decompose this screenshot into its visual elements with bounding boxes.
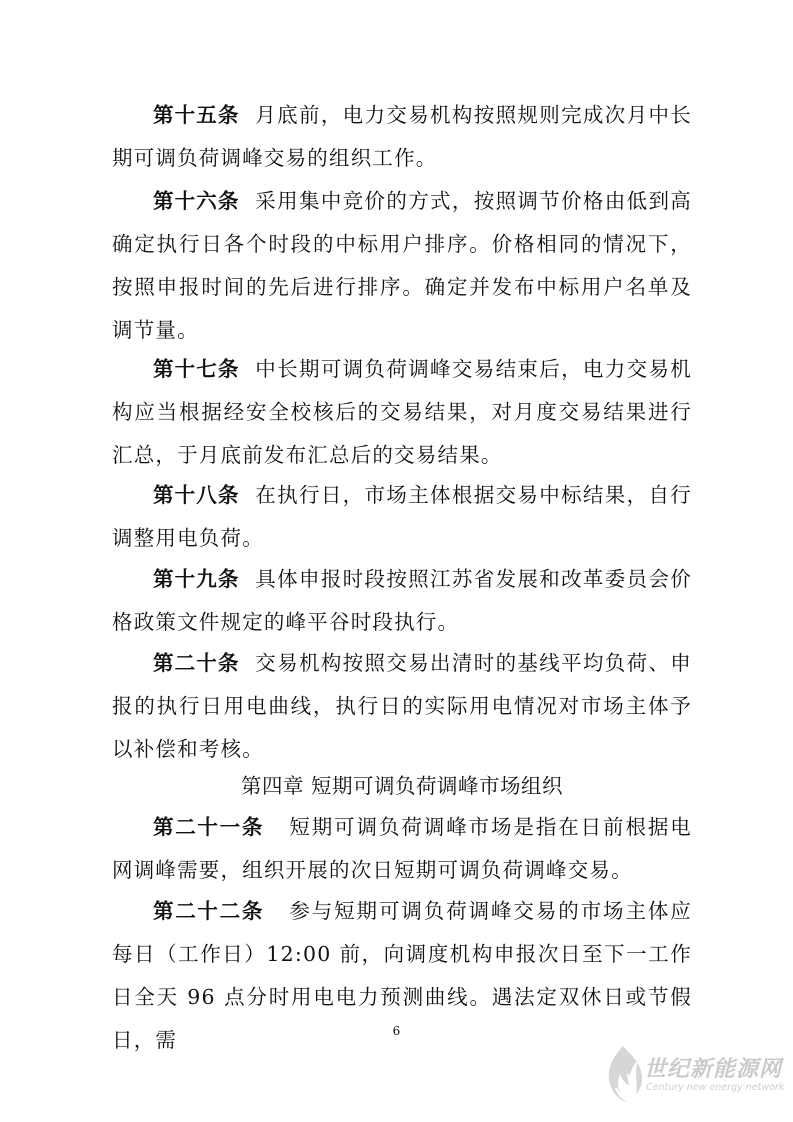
- watermark-name: 世纪新能源网: [644, 1057, 783, 1082]
- article-number: 第十六条: [153, 189, 240, 213]
- article-text: 短期可调负荷调峰市场是指在日前根据电网调峰需要，组织开展的次日短期可调负荷调峰交易。: [112, 815, 692, 882]
- article-17: [112, 348, 692, 477]
- article-number: 第十九条: [153, 567, 240, 591]
- article-number: 第十八条: [153, 483, 240, 507]
- article-text: 采用集中竞价的方式，按照调节价格由低到高确定执行日各个时段的中标用户排序。价格相同的情况下，按照申报时间的先后进行排序。确定并发布中标用户名单及调节量。: [112, 189, 693, 342]
- article-20: [112, 642, 692, 771]
- article-number: 第二十二条: [153, 899, 265, 923]
- article-19: [112, 558, 692, 644]
- article-16: [112, 180, 692, 352]
- watermark-subtitle: Century new energy network: [646, 1082, 785, 1093]
- page-number: 6: [392, 1024, 401, 1038]
- article-21: [112, 806, 692, 892]
- article-number: 第二十条: [153, 651, 240, 675]
- watermark: [596, 1040, 786, 1110]
- article-number: 第十五条: [153, 103, 240, 127]
- article-text: 在执行日，市场主体根据交易中标结果，自行调整用电负荷。: [112, 483, 693, 550]
- article-text: 交易机构按照交易出清时的基线平均负荷、申报的执行日用电曲线，执行日的实际用电情况对市场主体予以补偿和考核。: [112, 651, 693, 761]
- chapter-heading: 第四章 短期可调负荷调峰市场组织: [240, 774, 563, 798]
- article-text: 具体申报时段按照江苏省发展和改革委员会价格政策文件规定的峰平谷时段执行。: [112, 567, 693, 634]
- article-15: [112, 94, 692, 180]
- article-text: 中长期可调负荷调峰交易结束后，电力交易机构应当根据经安全校核后的交易结果，对月度交易结果进行汇总，于月底前发布汇总后的交易结果。: [112, 357, 693, 467]
- article-text: 月底前，电力交易机构按照规则完成次月中长期可调负荷调峰交易的组织工作。: [112, 103, 693, 170]
- flame-logo-icon: [602, 1044, 644, 1104]
- article-18: [112, 474, 692, 560]
- article-text: 参与短期可调负荷调峰交易的市场主体应每日（工作日）12:00 前，向调度机构申报次日至下一工作日全天 96 点分时用电电力预测曲线。遇法定双休日或节假日，需: [112, 899, 692, 1052]
- article-number: 第二十一条: [153, 815, 265, 839]
- article-number: 第十七条: [153, 357, 240, 381]
